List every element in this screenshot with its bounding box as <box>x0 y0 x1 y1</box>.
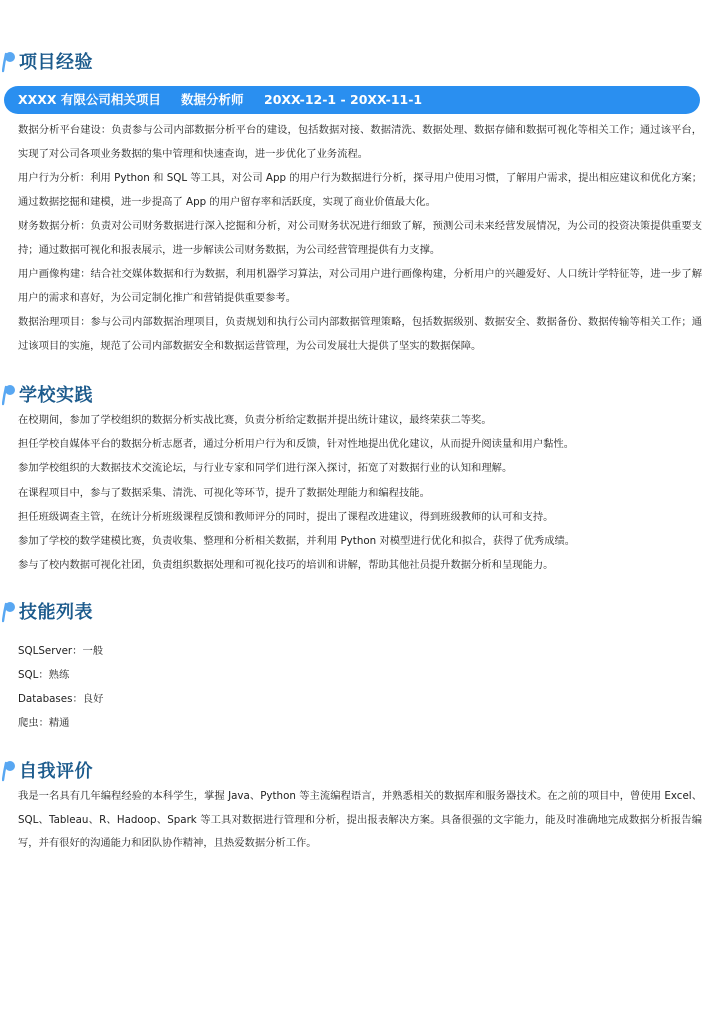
school-item: 参与了校内数据可视化社团，负责组织数据处理和可视化技巧的培训和讲解，帮助其他社员提升数据分析和呈现能力。 <box>18 559 554 571</box>
skill-item: Databases：良好 <box>18 693 104 705</box>
school-item: 在课程项目中，参与了数据采集、清洗、可视化等环节，提升了数据处理能力和编程技能。 <box>18 487 430 499</box>
section-title: 项目经验 <box>19 52 93 73</box>
project-section-header <box>0 50 720 80</box>
pin-icon <box>2 760 16 782</box>
skill-item: SQLServer：一般 <box>18 645 104 657</box>
self-eval-text: 我是一名具有几年编程经验的本科学生，掌握 Java、Python 等主流编程语言，并熟悉相关的数据库和服务器技术。在之前的项目中，曾使用 Excel、SQL、Tableau、R、Hadoop、Spark 等工具对数据进行管理和分析，提出报表解决方案。具备很强的文字能力，能及时准确地完成数据分析报告编写，并有很好的沟通能力和团队协作精神，且热爱数据分析工作。 <box>18 790 702 849</box>
skill-item: 爬虫：精通 <box>18 717 70 729</box>
skills-section-header <box>0 600 720 630</box>
pin-icon <box>2 384 16 406</box>
pin-icon <box>2 601 16 623</box>
skill-item: SQL：熟练 <box>18 669 70 681</box>
project-paragraph: 数据治理项目：参与公司内部数据治理项目，负责规划和执行公司内部数据管理策略，包括数据级别、数据安全、数据备份、数据传输等相关工作；通过该项目的实施，规范了公司内部数据安全和数据运营管理，为公司发展壮大提供了坚实的数据保障。 <box>18 316 702 352</box>
project-header-bar <box>4 86 700 114</box>
project-company: XXXX 有限公司相关项目 <box>18 92 161 107</box>
section-title: 自我评价 <box>19 761 93 782</box>
school-item: 在校期间，参加了学校组织的数据分析实战比赛，负责分析给定数据并提出统计建议，最终荣获二等奖。 <box>18 414 492 426</box>
project-period: 20XX-12-1 - 20XX-11-1 <box>264 92 423 107</box>
school-item: 参加了学校的数学建模比赛，负责收集、整理和分析相关数据，并利用 Python 对模型进行优化和拟合，获得了优秀成绩。 <box>18 535 576 547</box>
project-section <box>0 50 720 80</box>
section-title: 技能列表 <box>19 602 93 623</box>
project-paragraph: 财务数据分析：负责对公司财务数据进行深入挖掘和分析，对公司财务状况进行细致了解，预测公司未来经营发展情况，为公司的投资决策提供重要支持；通过数据可视化和报表展示，进一步解读公司财务数据，为公司经营管理提供有力支撑。 <box>18 220 702 256</box>
school-section-header <box>0 383 720 413</box>
school-item: 担任学校自媒体平台的数据分析志愿者，通过分析用户行为和反馈，针对性地提出优化建议，从而提升阅读量和用户黏性。 <box>18 438 575 450</box>
school-section <box>0 383 720 413</box>
section-title: 学校实践 <box>19 385 93 406</box>
school-item: 担任班级调查主管，在统计分析班级课程反馈和教师评分的同时，提出了课程改进建议，得到班级教师的认可和支持。 <box>18 511 554 523</box>
skills-section <box>0 600 720 630</box>
project-paragraph: 数据分析平台建设：负责参与公司内部数据分析平台的建设，包括数据对接、数据清洗、数据处理、数据存储和数据可视化等相关工作；通过该平台，实现了对公司各项业务数据的集中管理和快速查询，进一步优化了业务流程。 <box>18 124 702 160</box>
pin-icon <box>2 51 16 73</box>
project-paragraph: 用户画像构建：结合社交媒体数据和行为数据，利用机器学习算法，对公司用户进行画像构建，分析用户的兴趣爱好、人口统计学特征等，进一步了解用户的需求和喜好，为公司定制化推广和营销提供重要参考。 <box>18 268 702 304</box>
project-role: 数据分析师 <box>181 92 244 107</box>
project-paragraph: 用户行为分析：利用 Python 和 SQL 等工具，对公司 App 的用户行为数据进行分析，探寻用户使用习惯，了解用户需求，提出相应建议和优化方案；通过数据挖掘和建模，进一步提高了 App 的用户留存率和活跃度，实现了商业价值最大化。 <box>18 172 702 208</box>
school-item: 参加学校组织的大数据技术交流论坛，与行业专家和同学们进行深入探讨，拓宽了对数据行业的认知和理解。 <box>18 462 513 474</box>
